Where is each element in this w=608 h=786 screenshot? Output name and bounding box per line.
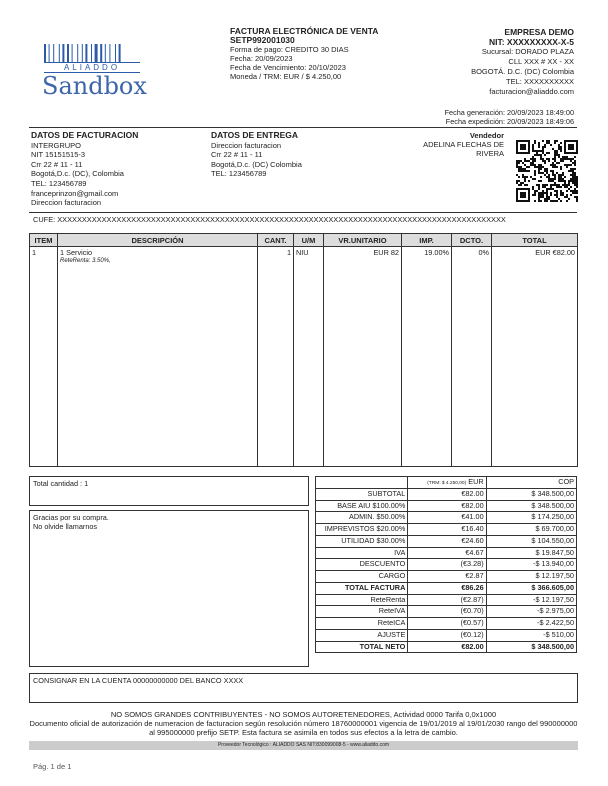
footer (29, 710, 578, 737)
totals-eur: (€2.87) (408, 594, 486, 606)
totals-cop: $ 366.605,00 (486, 582, 576, 594)
um-cell: NIU (294, 247, 324, 267)
totals-cop: $ 12.197,50 (486, 571, 576, 583)
totals-label: SUBTOTAL (316, 488, 408, 500)
totals-eur: (€0.70) (408, 606, 486, 618)
billing-title: DATOS DE FACTURACION (31, 130, 139, 140)
total-cell: EUR €82.00 (492, 247, 578, 267)
totals-eur: €41.00 (408, 512, 486, 524)
totals-eur: (€3.28) (408, 559, 486, 571)
company-address: CLL XXX # XX - XX (508, 57, 574, 66)
totals-cop: $ 104.550,00 (486, 535, 576, 547)
totals-label: ReteRenta (316, 594, 408, 606)
invoice-currency: Moneda / TRM: EUR / $ 4.250,00 (230, 72, 342, 81)
totals-eur: €2.87 (408, 571, 486, 583)
totals-label: TOTAL NETO (316, 641, 408, 653)
delivery-line: Bogotá,D.c. (DC) Colombia (211, 159, 302, 169)
disc-cell: 0% (452, 247, 492, 267)
totals-cop: $ 348.500,00 (486, 641, 576, 653)
invoice-title: FACTURA ELECTRÓNICA DE VENTA (230, 26, 379, 36)
seller-name: ADELINA FLECHAS DE RIVERA (423, 140, 504, 158)
billing-line: franceprinzon@gmail.com (31, 188, 119, 198)
billing-line: TEL: 123456789 (31, 178, 87, 188)
table-row (30, 247, 578, 267)
company-branch: Sucursal: DORADO PLAZA (481, 47, 574, 56)
issued-date: Fecha expedición: 20/09/2023 18:49:06 (445, 117, 574, 126)
cop-label: COP (486, 477, 576, 489)
billing-line: NIT 15151515-3 (31, 150, 86, 160)
eur-label: EUR (468, 477, 484, 486)
tax-cell: 19.00% (402, 247, 452, 267)
billing-line: Bogotá,D.c. (DC), Colombia (31, 169, 124, 179)
totals-cop: $ 69.700,00 (486, 524, 576, 536)
totals-label: TOTAL FACTURA (316, 582, 408, 594)
totals-label: ReteICA (316, 618, 408, 630)
col-header: U/M (294, 234, 324, 247)
invoice-date: Fecha: 20/09/2023 (230, 54, 293, 63)
totals-cop: -$ 510,00 (486, 629, 576, 641)
desc-cell (58, 247, 258, 267)
totals-eur: €4.67 (408, 547, 486, 559)
delivery-line: TEL: 123456789 (211, 169, 267, 179)
company-phone: TEL: XXXXXXXXXX (506, 77, 574, 86)
seller-title: Vendedor (469, 131, 504, 140)
divider (29, 212, 577, 213)
item-cell: 1 (30, 247, 58, 267)
col-header: CANT. (258, 234, 294, 247)
unit-cell: EUR 82 (324, 247, 402, 267)
totals-label: IVA (316, 547, 408, 559)
company-info (374, 27, 574, 97)
totals-label: ReteIVA (316, 606, 408, 618)
totals-eur: (€0.57) (408, 618, 486, 630)
col-header: DESCRIPCIÓN (58, 234, 258, 247)
barcode-logo-icon (44, 44, 140, 62)
totals-cop: $ 348.500,00 (486, 500, 576, 512)
totals-eur: €82.00 (408, 641, 486, 653)
totals-row (316, 571, 577, 583)
totals-header-row (316, 477, 577, 489)
page-number: Pág. 1 de 1 (33, 762, 72, 771)
totals-row (316, 594, 577, 606)
totals-label: AJUSTE (316, 629, 408, 641)
totals-eur: €82.00 (408, 500, 486, 512)
company-city: BOGOTÁ. D.C. (DC) Colombia (471, 67, 574, 76)
col-header: ITEM (30, 234, 58, 247)
totals-label: CARGO (316, 571, 408, 583)
billing-block (31, 131, 201, 208)
logo-brand-text: Sandbox (42, 72, 147, 100)
totals-row (316, 547, 577, 559)
generated-date: Fecha generación: 20/09/2023 18:49:00 (444, 108, 574, 117)
totals-cop: -$ 2.975,00 (486, 606, 576, 618)
totals-table (315, 476, 577, 653)
billing-line: Direccion facturacion (31, 198, 102, 208)
delivery-line: Crr 22 # 11 - 11 (211, 150, 263, 160)
billing-line: Crr 22 # 11 - 11 (31, 159, 83, 169)
company-nit: NIT: XXXXXXXXX-X-5 (488, 37, 574, 47)
note-line: No olvide llamarnos (33, 521, 98, 531)
bank-note-box (29, 673, 578, 703)
totals-row (316, 606, 577, 618)
footer-line2: Documento oficial de autorización de numeracion de facturacion según resolución número 18760000001 vigencia de 19/01/2019 al 19/01/2030 rango del 990000000 al 995000000 prefijo SETP. Esta factura se asimila en todos sus efectos a la letra de cambio. (29, 719, 578, 737)
totals-cop: -$ 13.940,00 (486, 559, 576, 571)
invoice-payment: Forma de pago: CREDITO 30 DIAS (230, 45, 349, 54)
totals-cop: $ 348.500,00 (486, 488, 576, 500)
invoice-number: SETP992001030 (230, 35, 295, 45)
bank-note: CONSIGNAR EN LA CUENTA 00000000000 DEL BANCO XXXX (33, 676, 244, 685)
items-table (29, 233, 578, 467)
totals-cop: -$ 2.422,50 (486, 618, 576, 630)
seller-block (400, 131, 504, 158)
totals-row (316, 488, 577, 500)
totals-row (316, 524, 577, 536)
totals-label: DESCUENTO (316, 559, 408, 571)
qty-cell: 1 (258, 247, 294, 267)
totals-eur: (€0.12) (408, 629, 486, 641)
totals-row (316, 512, 577, 524)
totals-label: UTILIDAD $30.00% (316, 535, 408, 547)
totals-row (316, 535, 577, 547)
notes-box (29, 510, 309, 667)
totals-cop: -$ 12.197,50 (486, 594, 576, 606)
col-header: DCTO. (452, 234, 492, 247)
company-email: facturacion@aliaddo.com (489, 87, 574, 96)
delivery-block (211, 131, 381, 179)
filler-row (30, 267, 578, 467)
totals-eur: €82.00 (408, 488, 486, 500)
footer-line1: NO SOMOS GRANDES CONTRIBUYENTES - NO SOMOS AUTORETENEDORES, Actividad 0000 Tarifa 0,0x1000 (110, 710, 497, 719)
trm-label: (TRM: $ 4.250,00) (427, 481, 467, 486)
desc-note: ReteRenta: 3.50%, (60, 257, 111, 264)
totals-cop: $ 174.250,00 (486, 512, 576, 524)
col-header: VR.UNITARIO (324, 234, 402, 247)
divider (29, 127, 577, 128)
totals-row (316, 559, 577, 571)
totals-label: BASE AIU $100.00% (316, 500, 408, 512)
provider-bar: Proveedor Tecnológico : ALIADDO SAS NIT:830099008-5 - www.aliaddo.com (29, 741, 578, 750)
totals-row (316, 629, 577, 641)
col-header: TOTAL (492, 234, 578, 247)
billing-line: INTERGRUPO (31, 140, 82, 150)
delivery-title: DATOS DE ENTREGA (211, 130, 299, 140)
qr-code-icon (516, 140, 578, 202)
total-qty-box (29, 476, 309, 506)
totals-row (316, 500, 577, 512)
totals-row (316, 641, 577, 653)
company-name: EMPRESA DEMO (504, 27, 574, 37)
logo-small-text: ALIADDO (44, 62, 140, 73)
invoice-due-date: Fecha de Vencimiento: 20/10/2023 (230, 63, 346, 72)
totals-label: ADMIN. $50.00% (316, 512, 408, 524)
totals-label: IMPREVISTOS $20.00% (316, 524, 408, 536)
dates-block (374, 108, 574, 126)
totals-row (316, 582, 577, 594)
totals-eur: €86.26 (408, 582, 486, 594)
totals-cop: $ 19.847,50 (486, 547, 576, 559)
cufe-code: CUFE: XXXXXXXXXXXXXXXXXXXXXXXXXXXXXXXXXXXXXXXXXXXXXXXXXXXXXXXXXXXXXXXXXXXXXXXXXXXXXXXXXXXXXXXXXXX (33, 216, 506, 224)
total-qty: Total cantidad : 1 (33, 479, 89, 488)
delivery-line: Direccion facturacion (211, 140, 282, 150)
totals-row (316, 618, 577, 630)
desc-text: 1 Servicio (60, 248, 93, 257)
totals-eur: €16.40 (408, 524, 486, 536)
col-header: IMP. (402, 234, 452, 247)
note-line: Gracias por su compra. (33, 513, 109, 522)
totals-eur: €24.60 (408, 535, 486, 547)
